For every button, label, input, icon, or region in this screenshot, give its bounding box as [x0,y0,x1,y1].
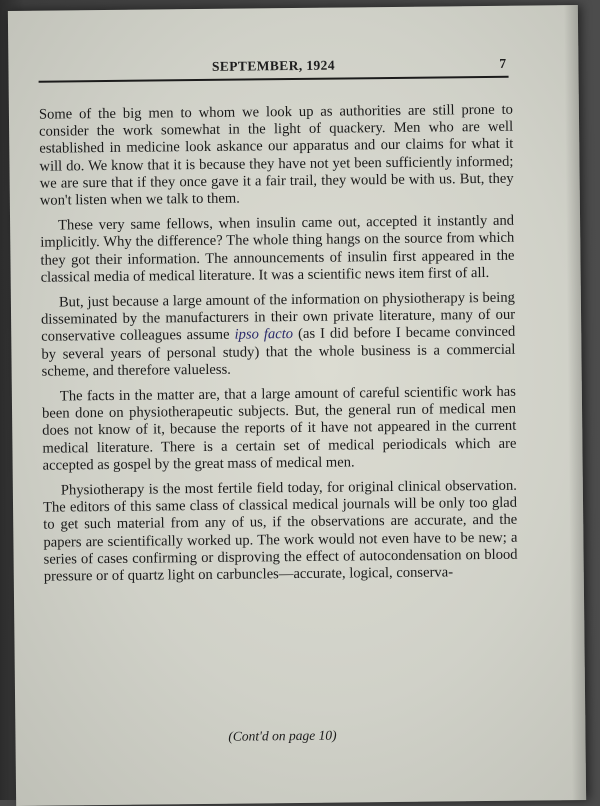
header-title: SEPTEMBER, 1924 [211,57,336,74]
paragraph-2: These very same fellows, when insulin came out, accepted it instantly and implicitly. Why the difference? The whole thing hangs on the source from which they got their information. The announcements of insulin first appeared in the classical media of medical literature. It was a scientific news item first of all. [40,212,515,286]
page-header [38,54,508,83]
paragraph-5: Physiotherapy is the most fertile field today, for original clinical observation. The editors of this same class of classical medical journals will be only too glad to get such material from any of us, if the observations are accurate, and the papers are scientifically worked up. The work would not even have to be new; a series of cases confirming or disproving the effect of autocondensation on blood pressure or of quartz light on carbuncles—accurate, logical, conserva- [42,477,518,585]
page-number: 7 [499,55,507,71]
paragraph-1: Some of the big men to whom we look up as authorities are still prone to consider the work somewhat in the light of quackery. Men who are well established in medicine look askance our apparatus and our claims for what it will do. We know that it is because they have not yet been sufficiently informed; we are sure that if they once gave it a fair trail, they would be with us. But, they won't listen when we talk to them. [38,101,514,209]
continued-note: (Cont'd on page 10) [228,727,337,744]
paragraph-3-text-before: But, just because a large amount of the information on physiotherapy is being disseminated by the manufacturers in their own private literature, many of our conservative colleagues assume [41,289,516,346]
paragraph-3-text-after: (as I did before I became convinced by several years of personal study) that the whole business is a commercial scheme, and therefore valueless. [41,324,516,380]
magazine-page [8,5,586,806]
paragraph-3-emphasis: ipso facto [234,326,294,344]
paragraph-4: The facts in the matter are, that a large amount of careful scientific work has been done on physiotherapeutic subjects. But, the general run of medical men does not know of it, because the reports of it have not appeared in the current medical literature. There is a certain set of medical periodicals which are accepted as gospel by the great mass of medical men. [41,383,517,474]
paragraph-3 [41,290,516,381]
article-body [39,102,518,594]
